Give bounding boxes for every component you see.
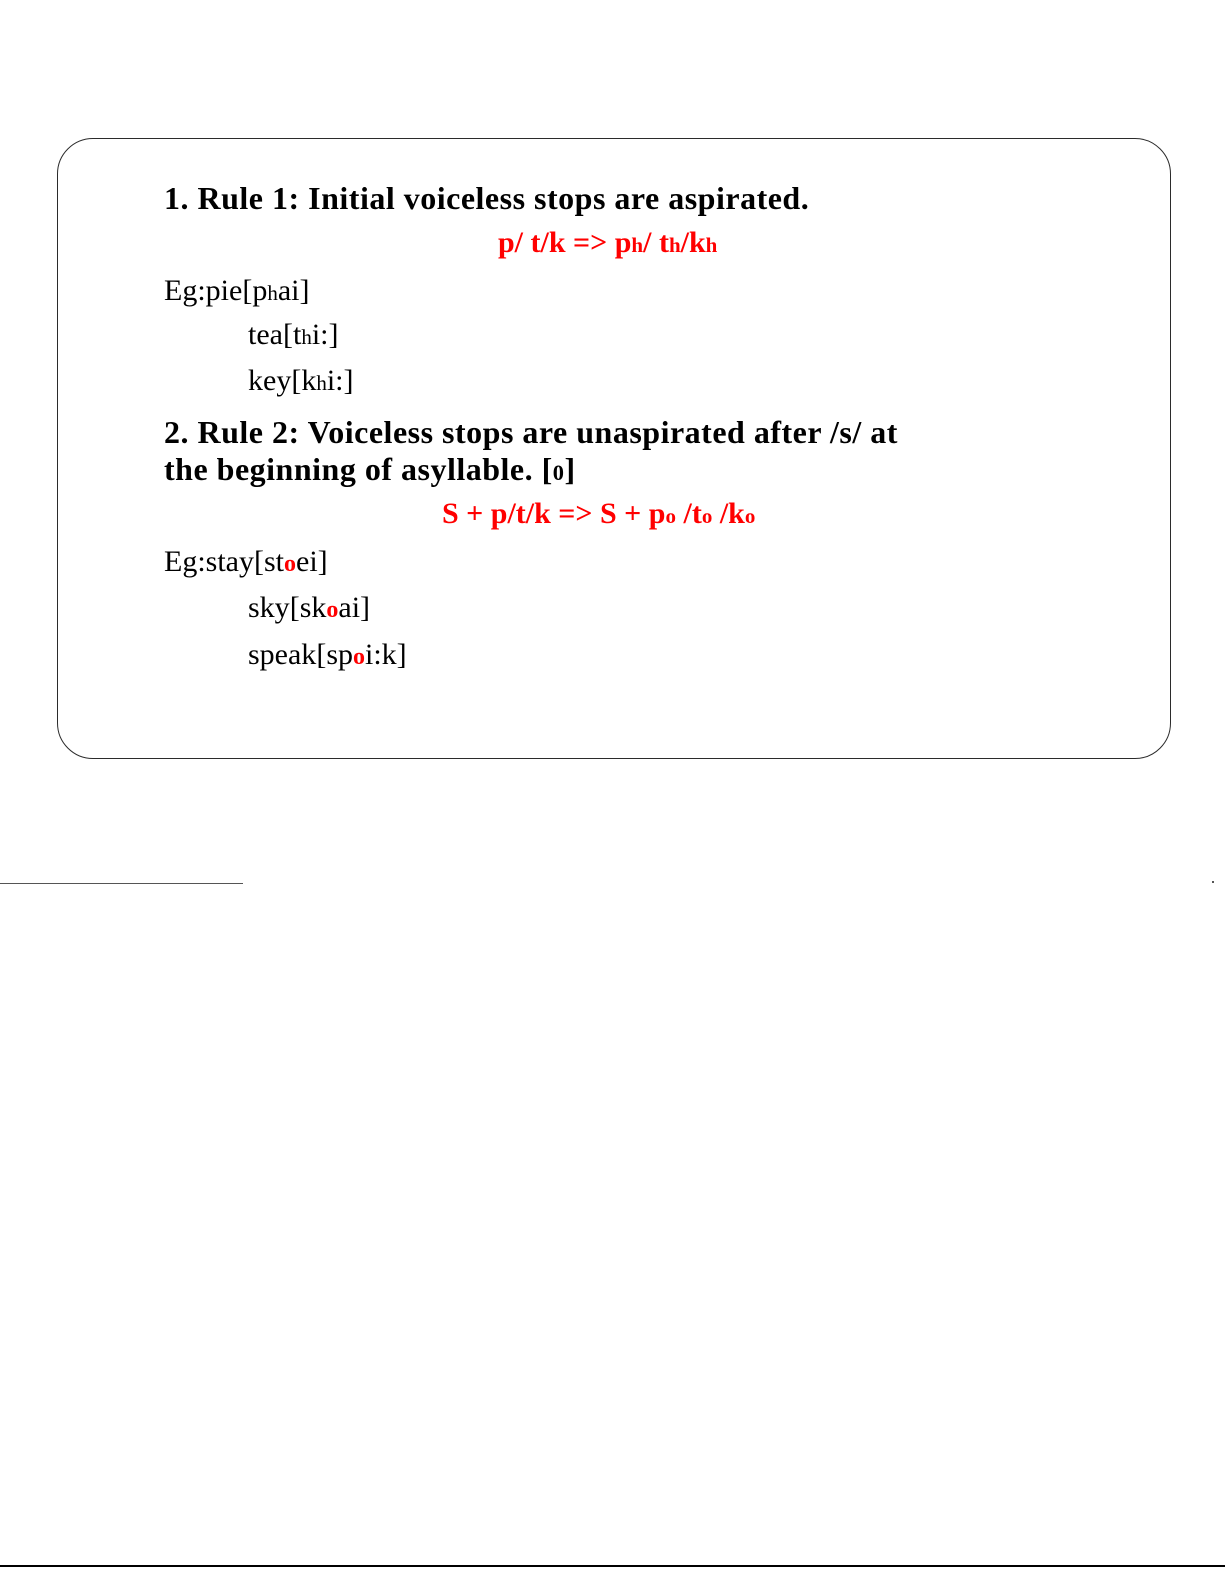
bracket: [: [289, 591, 300, 624]
formula-t: t: [691, 497, 702, 530]
example-key: [248, 364, 354, 398]
rule2-formula: [442, 497, 755, 531]
example-word: sky: [248, 591, 290, 624]
transcription-rest: i:]: [311, 318, 339, 351]
transcription-base: st: [264, 545, 285, 578]
example-word: tea: [248, 318, 283, 351]
transcription-rest: ai]: [277, 274, 310, 307]
unaspirated-mark: o: [353, 644, 365, 670]
aspiration-mark: h: [631, 233, 644, 257]
bracket: [: [316, 638, 327, 671]
bracket: [: [282, 318, 293, 351]
bracket: ]: [564, 451, 576, 487]
rule1-formula: [498, 226, 717, 260]
bracket: [: [291, 364, 302, 397]
transcription-rest: ai]: [338, 591, 371, 624]
footnote-separator: [0, 883, 243, 884]
example-word: pie: [205, 274, 243, 307]
example-pie: [164, 274, 309, 308]
transcription-base: k: [301, 364, 317, 397]
rule2-title-line2: [164, 451, 576, 488]
unaspirated-mark: o: [744, 504, 756, 528]
unaspirated-mark: o: [665, 504, 676, 528]
unaspirated-mark: o: [284, 551, 297, 577]
formula-k: k: [728, 497, 745, 530]
page-bottom-rule: [0, 1565, 1225, 1567]
example-tea: [248, 318, 338, 352]
formula-k: k: [688, 226, 706, 259]
margin-mark: [1212, 881, 1214, 883]
rule2-title-text: the beginning of asyllable. [: [164, 451, 553, 487]
aspiration-mark: h: [668, 233, 681, 257]
formula-p: p: [648, 497, 666, 530]
unaspirated-mark: o: [701, 504, 713, 528]
example-prefix: Eg:: [164, 274, 206, 307]
example-sky: [248, 591, 370, 625]
formula-separator: /: [643, 226, 659, 259]
formula-lhs: p/ t/k =>: [498, 226, 608, 259]
example-speak: [248, 638, 407, 672]
formula-separator: /: [712, 497, 729, 530]
transcription-base: t: [292, 318, 302, 351]
formula-t: t: [658, 226, 669, 259]
formula-lhs: S + p/t/k => S +: [442, 497, 642, 530]
unaspirated-mark: 0: [552, 460, 565, 485]
aspiration-mark: h: [316, 371, 327, 395]
transcription-rest: i:k]: [365, 638, 407, 671]
transcription-rest: i:]: [326, 364, 354, 397]
transcription-rest: ei]: [296, 545, 328, 578]
rule2-title-line1: 2. Rule 2: Voiceless stops are unaspirated after /s/ at: [164, 414, 898, 450]
aspiration-mark: h: [267, 281, 278, 305]
bracket: [: [242, 274, 253, 307]
aspiration-mark: h: [301, 325, 312, 349]
unaspirated-mark: o: [326, 597, 339, 623]
transcription-base: p: [252, 274, 268, 307]
transcription-base: sp: [326, 638, 353, 671]
aspiration-mark: h: [705, 233, 718, 257]
rule1-title: 1. Rule 1: Initial voiceless stops are aspirated.: [164, 180, 810, 216]
example-word: speak: [248, 638, 317, 671]
example-word: key: [248, 364, 292, 397]
formula-separator: /: [680, 226, 689, 259]
formula-separator: /: [675, 497, 692, 530]
bracket: [: [254, 545, 264, 578]
transcription-base: sk: [299, 591, 327, 624]
example-stay: [164, 545, 328, 579]
example-word: stay: [205, 545, 254, 578]
example-prefix: Eg:: [164, 545, 206, 578]
formula-p: p: [614, 226, 632, 259]
